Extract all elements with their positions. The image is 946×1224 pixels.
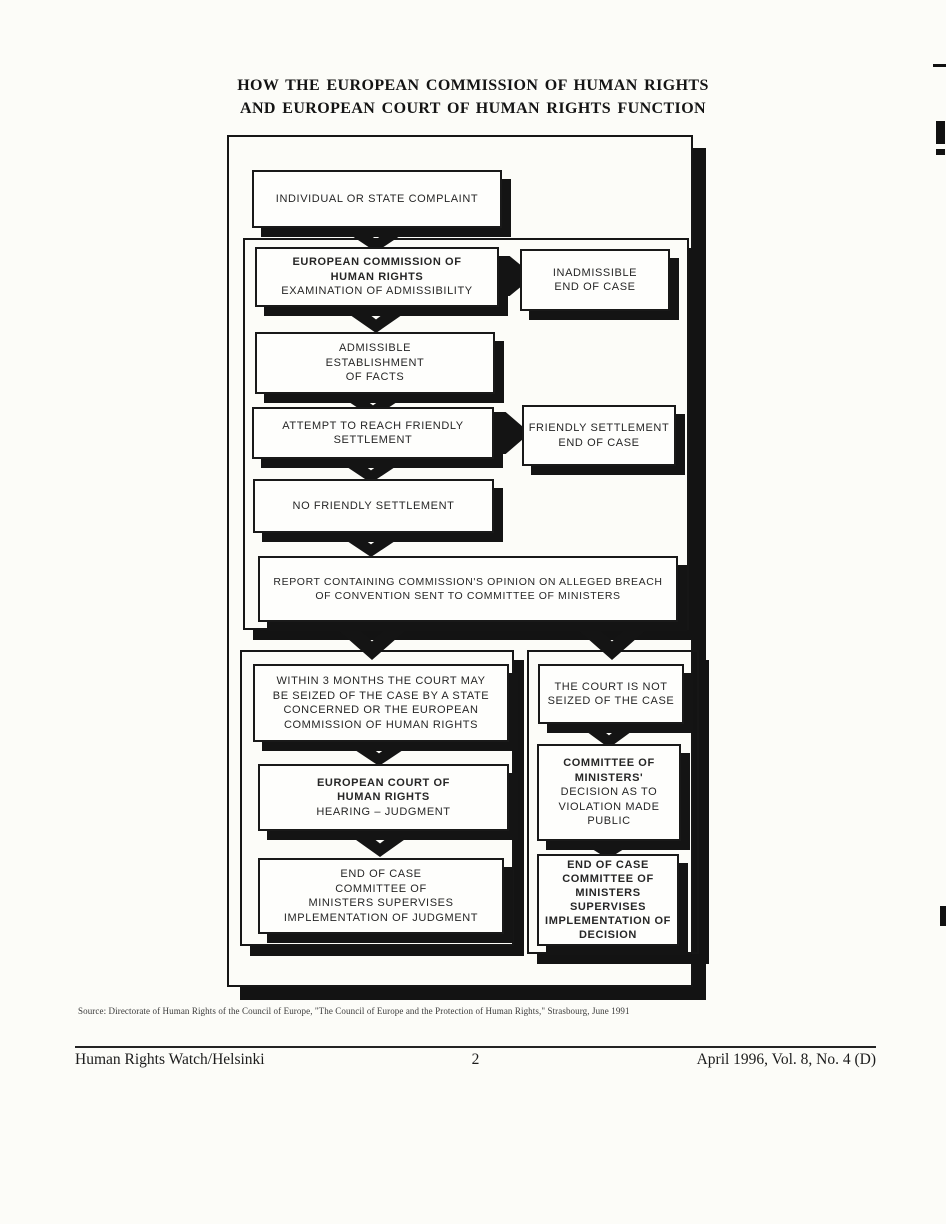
node-text: SEIZED OF THE CASE xyxy=(547,695,675,707)
node-text: INADMISSIBLE xyxy=(552,266,638,279)
node-text: MINISTERS' xyxy=(574,771,644,784)
page-title-line2: AND EUROPEAN COURT OF HUMAN RIGHTS FUNCTION xyxy=(240,100,706,117)
node-friendly-settlement-end-of-case xyxy=(522,405,676,466)
node-text: HUMAN RIGHTS xyxy=(330,270,424,283)
node-text: END OF CASE xyxy=(340,868,422,880)
node-text: COMMITTEE OF xyxy=(563,757,655,770)
node-text: END OF CASE xyxy=(554,281,636,293)
node-text: EUROPEAN COURT OF xyxy=(316,776,451,789)
node-text: END OF CASE xyxy=(567,859,649,871)
node-text: EXAMINATION OF ADMISSIBILITY xyxy=(281,285,473,298)
node-text: SETTLEMENT xyxy=(333,434,413,446)
scan-artifact-mark xyxy=(936,121,945,144)
node-text: MINISTERS SUPERVISES xyxy=(308,897,454,909)
node-text: ATTEMPT TO REACH FRIENDLY xyxy=(282,419,464,432)
node-end-of-case-implementation-of-decision xyxy=(537,854,679,946)
node-text: COMMITTEE OF xyxy=(335,882,427,895)
node-text: MINISTERS xyxy=(575,887,641,899)
footer-rule xyxy=(75,1046,876,1048)
node-commission-admissibility xyxy=(255,247,499,307)
node-text: COMMISSION OF HUMAN RIGHTS xyxy=(283,718,479,731)
footer-issue: April 1996, Vol. 8, No. 4 (D) xyxy=(696,1051,876,1068)
node-report-to-committee-of-ministers xyxy=(258,556,678,622)
source-note: Source: Directorate of Human Rights of the Council of Europe, "The Council of Europe and the Protection of Human Rights," Strasbourg, June 1991 xyxy=(78,1006,630,1016)
page-title xyxy=(0,74,946,120)
node-text: END OF CASE xyxy=(558,436,640,449)
node-admissible-establishment-of-facts xyxy=(255,332,495,394)
node-text: VIOLATION MADE xyxy=(558,800,660,813)
node-attempt-friendly-settlement xyxy=(252,407,494,459)
scan-artifact-tick xyxy=(940,906,946,926)
node-text: COMMITTEE OF xyxy=(562,873,654,885)
node-inadmissible-end-of-case xyxy=(520,249,670,311)
node-text: DECISION xyxy=(579,929,637,941)
scan-artifact-dot xyxy=(936,149,945,155)
node-individual-or-state-complaint xyxy=(252,170,502,228)
node-committee-of-ministers-decision xyxy=(537,744,681,841)
node-text: OF CONVENTION SENT TO COMMITTEE OF MINISTERS xyxy=(315,590,621,602)
node-text: HEARING – JUDGMENT xyxy=(316,805,451,818)
node-court-not-seized xyxy=(538,664,684,724)
footer-page-number: 2 xyxy=(471,1051,480,1068)
node-court-may-be-seized xyxy=(253,664,509,742)
node-text: FRIENDLY SETTLEMENT xyxy=(528,422,670,434)
page-footer xyxy=(75,1051,876,1069)
node-text: ADMISSIBLE xyxy=(338,342,412,355)
node-no-friendly-settlement xyxy=(253,479,494,533)
node-text: INDIVIDUAL OR STATE COMPLAINT xyxy=(275,192,479,205)
footer-publication: Human Rights Watch/Helsinki xyxy=(75,1051,265,1068)
node-end-of-case-implementation-of-judgment xyxy=(258,858,504,934)
node-text: OF FACTS xyxy=(345,371,405,384)
node-text: REPORT CONTAINING COMMISSION'S OPINION ON ALLEGED BREACH xyxy=(273,575,663,588)
node-text: WITHIN 3 MONTHS THE COURT MAY xyxy=(276,675,486,687)
node-text: ESTABLISHMENT xyxy=(325,356,425,369)
node-text: IMPLEMENTATION OF JUDGMENT xyxy=(283,911,479,924)
node-text: PUBLIC xyxy=(587,815,631,828)
node-european-court-hearing-judgment xyxy=(258,764,509,831)
node-text: CONCERNED OR THE EUROPEAN xyxy=(283,704,479,716)
node-text: HUMAN RIGHTS xyxy=(337,791,430,804)
node-text: IMPLEMENTATION OF xyxy=(545,915,671,927)
node-text: NO FRIENDLY SETTLEMENT xyxy=(292,499,455,512)
node-text: EUROPEAN COMMISSION OF xyxy=(292,256,462,269)
page-title-line1: HOW THE EUROPEAN COMMISSION OF HUMAN RIGHTS xyxy=(237,77,709,94)
node-text: DECISION AS TO xyxy=(560,786,658,799)
scan-artifact-dash xyxy=(933,64,946,67)
node-text: THE COURT IS NOT xyxy=(554,680,668,693)
node-text: SUPERVISES xyxy=(569,901,647,913)
node-text: BE SEIZED OF THE CASE BY A STATE xyxy=(272,689,490,702)
